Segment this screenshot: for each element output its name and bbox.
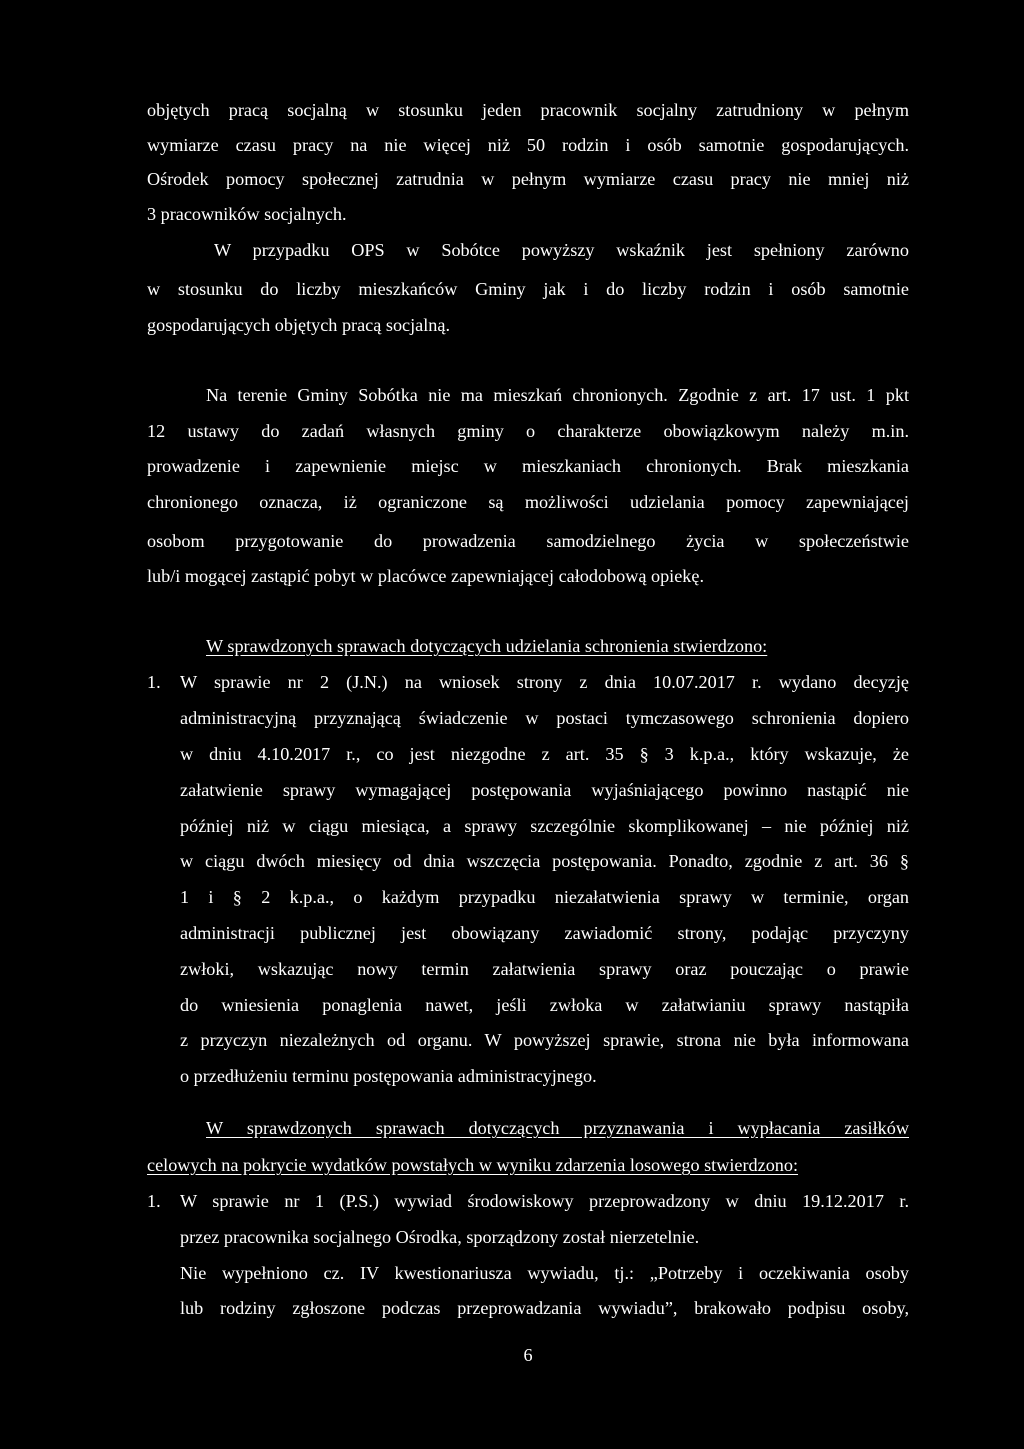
list-item-line: 1 i § 2 k.p.a., o każdym przypadku niezałatwienia sprawy w terminie, organ (180, 887, 909, 907)
paragraph-line: Ośrodek pomocy społecznej zatrudnia w pełnym wymiarze czasu pracy nie mniej niż (147, 169, 909, 189)
paragraph-line: chronionego oznacza, iż ograniczone są możliwości udzielania pomocy zapewniającej (147, 492, 909, 512)
paragraph-line: 12 ustawy do zadań własnych gminy o charakterze obowiązkowym należy m.in. (147, 421, 909, 441)
list-item-line: do wniesienia ponaglenia nawet, jeśli zwłoka w załatwianiu sprawy nastąpiła (180, 995, 909, 1015)
list-item-line: administracyjną przyznającą świadczenie w postaci tymczasowego schronienia dopiero (180, 708, 909, 728)
paragraph-line: 3 pracowników socjalnych. (147, 204, 347, 224)
list-number: 1. (147, 672, 161, 692)
paragraph-line: Na terenie Gminy Sobótka nie ma mieszkań chronionych. Zgodnie z art. 17 ust. 1 pkt (206, 385, 909, 405)
list-item-line: Nie wypełniono cz. IV kwestionariusza wywiadu, tj.: „Potrzeby i oczekiwania osoby (180, 1263, 909, 1283)
section-heading: W sprawdzonych sprawach dotyczących przyznawania i wypłacania zasiłków (206, 1118, 909, 1138)
list-item-line: zwłoki, wskazując nowy termin załatwienia sprawy oraz pouczając o prawie (180, 959, 909, 979)
list-item-line: z przyczyn niezależnych od organu. W powyższej sprawie, strona nie była informowana (180, 1030, 909, 1050)
list-item-line: W sprawie nr 2 (J.N.) na wniosek strony z dnia 10.07.2017 r. wydano decyzję (180, 672, 909, 692)
section-heading: celowych na pokrycie wydatków powstałych w wyniku zdarzenia losowego stwierdzono: (147, 1155, 799, 1175)
paragraph-line: gospodarujących objętych pracą socjalną. (147, 315, 450, 335)
list-item-line: w dniu 4.10.2017 r., co jest niezgodne z art. 35 § 3 k.p.a., który wskazuje, że (180, 744, 909, 764)
paragraph-line: wymiarze czasu pracy na nie więcej niż 50 rodzin i osób samotnie gospodarujących. (147, 135, 909, 155)
paragraph-line: W przypadku OPS w Sobótce powyższy wskaźnik jest spełniony zarówno (214, 240, 909, 260)
paragraph-line: prowadzenie i zapewnienie miejsc w mieszkaniach chronionych. Brak mieszkania (147, 456, 909, 476)
paragraph-line: osobom przygotowanie do prowadzenia samodzielnego życia w społeczeństwie (147, 531, 909, 551)
list-item-line: załatwienie sprawy wymagającej postępowania wyjaśniającego powinno nastąpić nie (180, 780, 909, 800)
list-item-line: lub rodziny zgłoszone podczas przeprowadzania wywiadu”, brakowało podpisu osoby, (180, 1298, 909, 1318)
paragraph-line: objętych pracą socjalną w stosunku jeden pracownik socjalny zatrudniony w pełnym (147, 100, 909, 120)
list-item-line: później niż w ciągu miesiąca, a sprawy szczególnie skomplikowanej – nie później niż (180, 816, 909, 836)
section-heading: W sprawdzonych sprawach dotyczących udzielania schronienia stwierdzono: (206, 636, 768, 656)
list-item-line: administracji publicznej jest obowiązany zawiadomić strony, podając przyczyny (180, 923, 909, 943)
paragraph-line: lub/i mogącej zastąpić pobyt w placówce zapewniającej całodobową opiekę. (147, 566, 705, 586)
page-number: 6 (523, 1345, 533, 1365)
list-item-line: przez pracownika socjalnego Ośrodka, sporządzony został nierzetelnie. (180, 1227, 700, 1247)
list-item-line: W sprawie nr 1 (P.S.) wywiad środowiskowy przeprowadzony w dniu 19.12.2017 r. (180, 1191, 909, 1211)
list-item-line: o przedłużeniu terminu postępowania administracyjnego. (180, 1066, 597, 1086)
paragraph-line: w stosunku do liczby mieszkańców Gminy jak i do liczby rodzin i osób samotnie (147, 279, 909, 299)
list-number: 1. (147, 1191, 161, 1211)
list-item-line: w ciągu dwóch miesięcy od dnia wszczęcia postępowania. Ponadto, zgodnie z art. 36 § (180, 851, 909, 871)
